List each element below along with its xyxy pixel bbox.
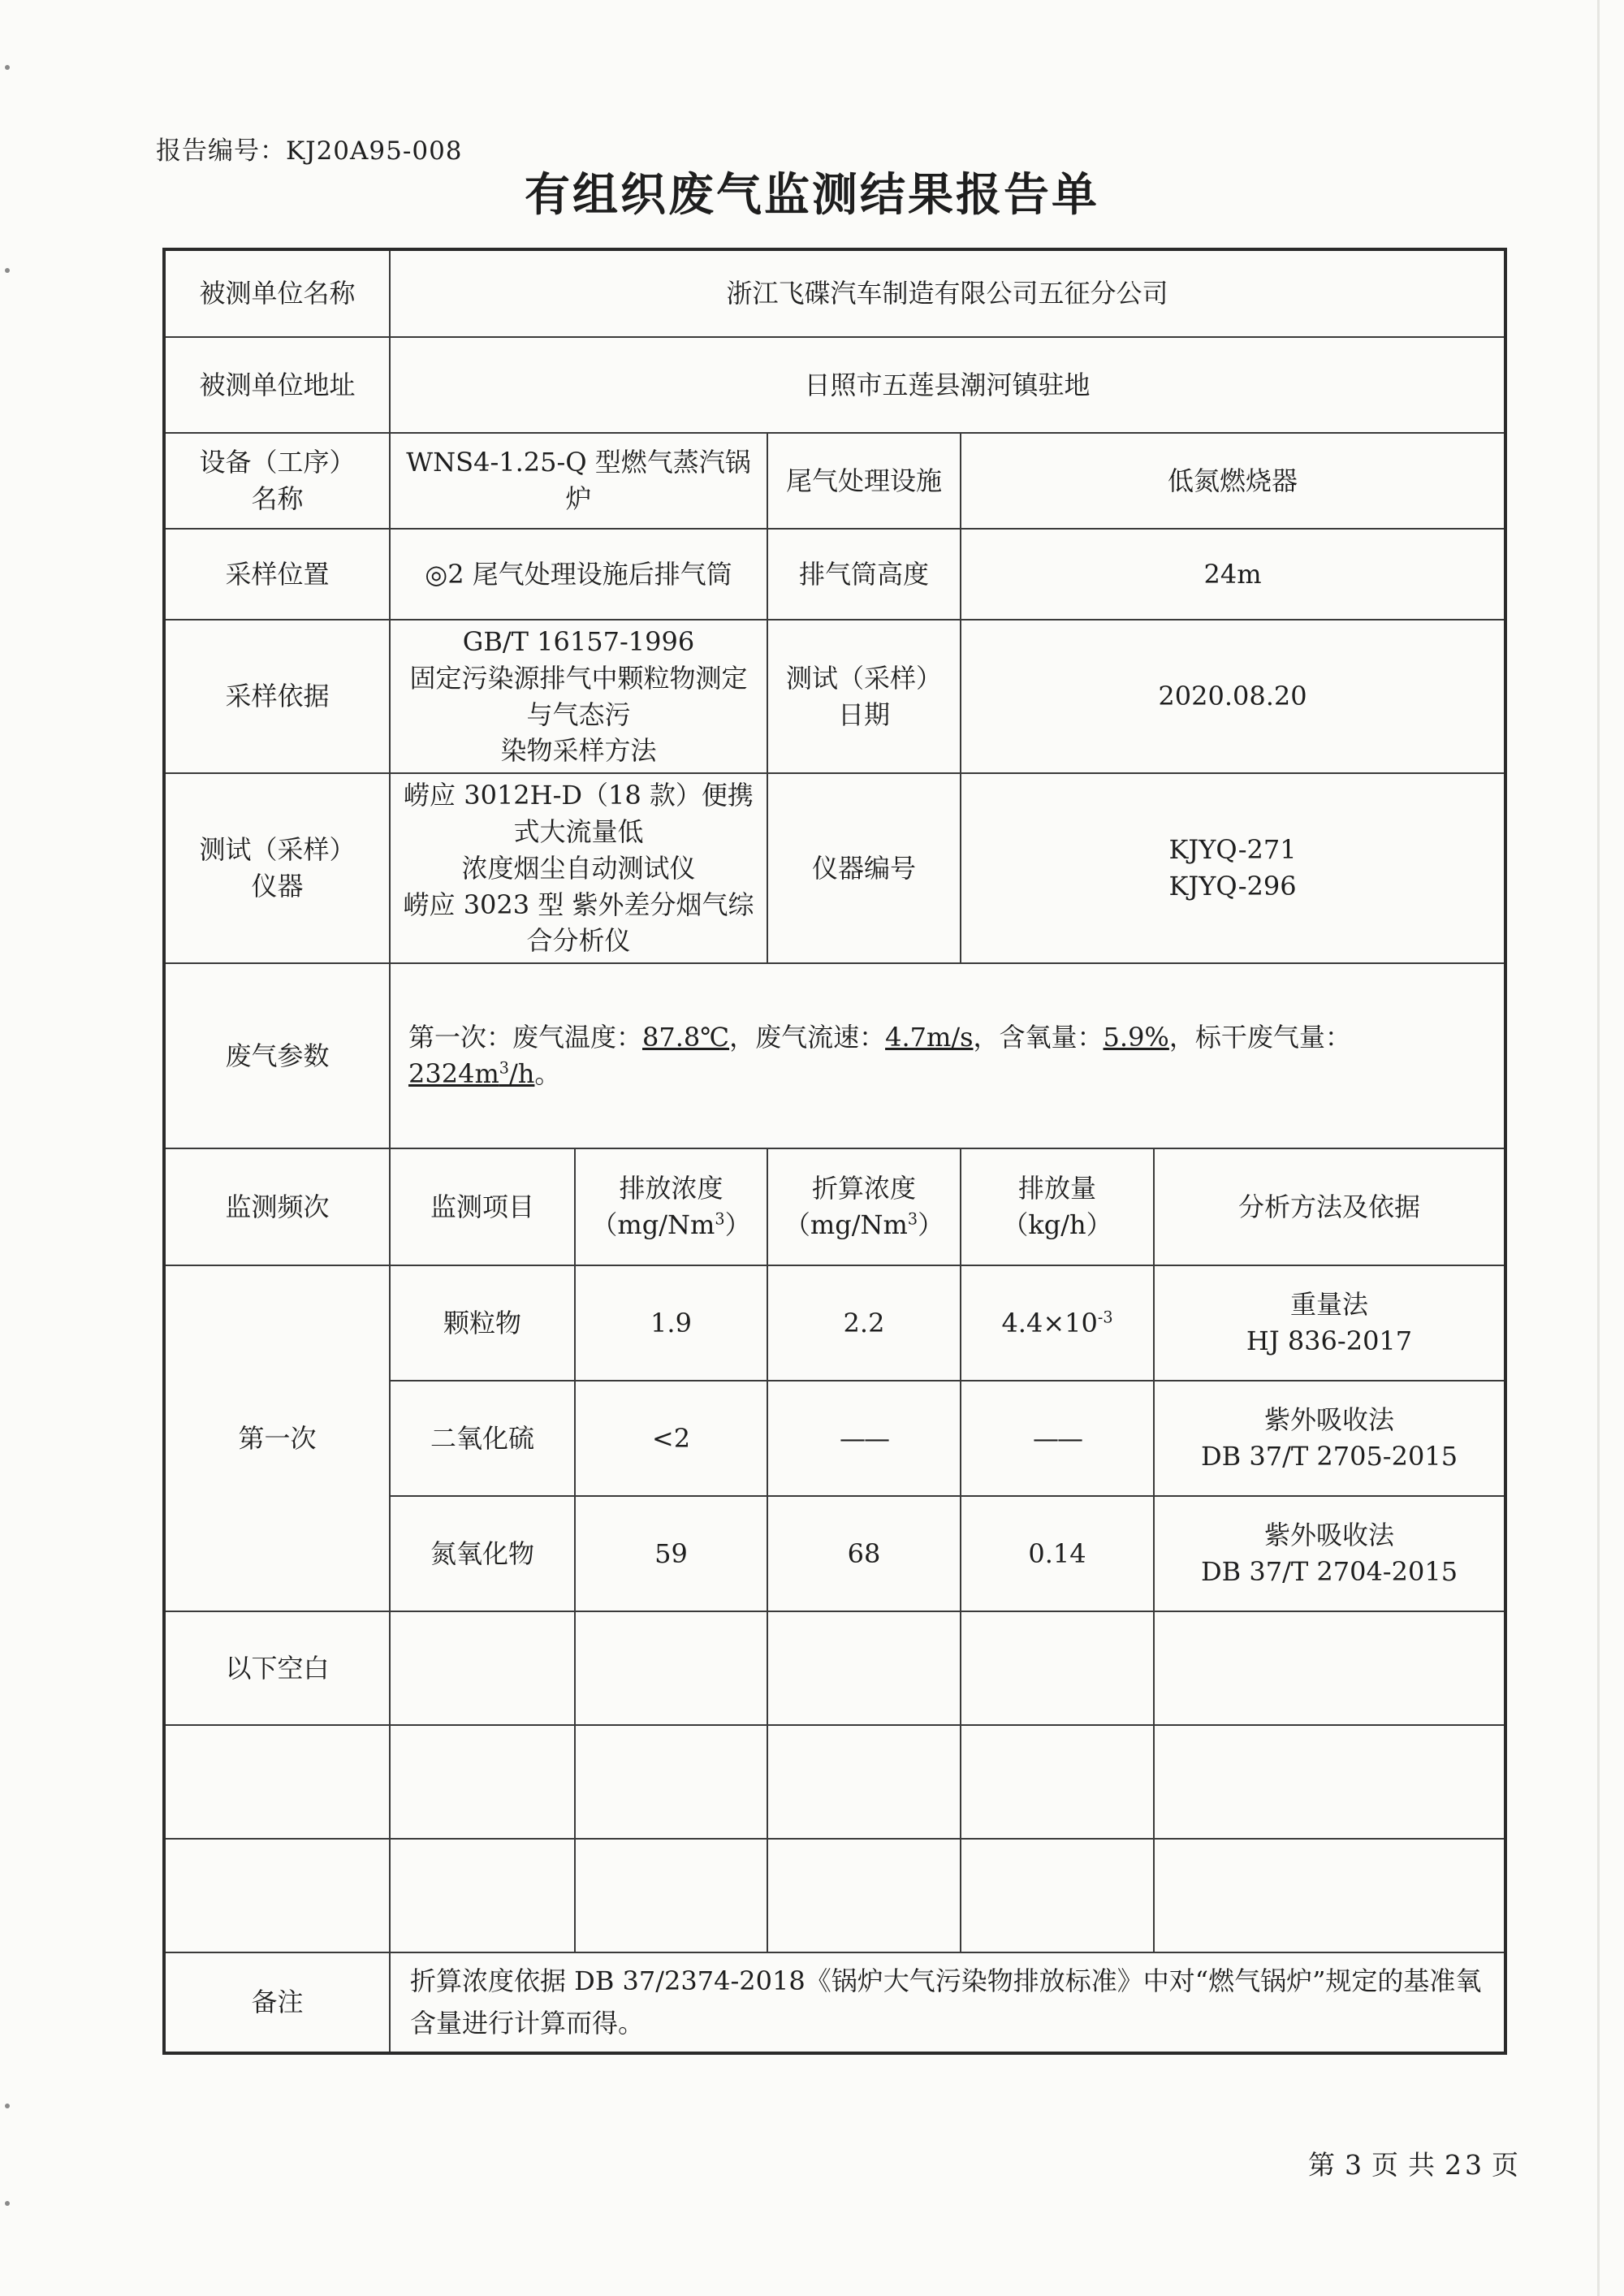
flow-value — [408, 1058, 534, 1089]
blank-label: 以下空白 — [164, 1611, 390, 1725]
col-conv-sup: 3 — [907, 1209, 918, 1229]
test-date-value: 2020.08.20 — [961, 620, 1505, 773]
instrument-number-label: 仪器编号 — [767, 773, 961, 963]
col-conv — [767, 1148, 961, 1265]
report-number-value: KJ20A95-008 — [286, 136, 463, 166]
stack-height-label: 排气筒高度 — [767, 529, 961, 620]
col-rate-unit: （kg/h） — [1002, 1209, 1112, 1241]
result-conv: 68 — [767, 1496, 961, 1611]
result-method: 重量法 HJ 836-2017 — [1154, 1265, 1505, 1381]
remarks-text: 折算浓度依据 DB 37/2374-2018《锅炉大气污染物排放标准》中对“燃气锅炉”规定的基准氧含量进行计算而得。 — [390, 1952, 1505, 2053]
scan-edge — [1597, 0, 1600, 2296]
params-sep: ，废气流速： — [729, 1022, 886, 1053]
params-row — [164, 963, 1505, 1148]
params-sep: ，标干废气量： — [1168, 1022, 1351, 1053]
blank-cell — [164, 1725, 390, 1839]
result-rate — [961, 1265, 1154, 1381]
temperature-value: 87.8℃ — [642, 1022, 730, 1053]
oxygen-value: 5.9% — [1103, 1022, 1169, 1053]
params-sep: ，含氧量： — [973, 1022, 1104, 1053]
result-rate: 0.14 — [961, 1496, 1154, 1611]
col-conc-sup: 3 — [715, 1209, 725, 1229]
scan-speck — [5, 65, 10, 70]
result-method: 紫外吸收法 DB 37/T 2704-2015 — [1154, 1496, 1505, 1611]
page-footer — [1305, 2144, 1525, 2182]
footer-prefix: 第 — [1308, 2149, 1338, 2181]
result-item: 颗粒物 — [390, 1265, 575, 1381]
result-row — [164, 1265, 1505, 1381]
report-table — [162, 248, 1507, 2055]
blank-cell — [961, 1725, 1154, 1839]
total-pages: 23 — [1445, 2149, 1485, 2181]
result-conc: <2 — [575, 1381, 767, 1496]
remarks-label: 备注 — [164, 1952, 390, 2053]
equipment-label: 设备（工序） 名称 — [164, 433, 390, 529]
result-method: 紫外吸收法 DB 37/T 2705-2015 — [1154, 1381, 1505, 1496]
result-rate-value: 4.4×10 — [1001, 1307, 1098, 1338]
unit-name-row — [164, 249, 1505, 337]
col-conc — [575, 1148, 767, 1265]
scan-speck — [5, 268, 10, 273]
result-conc: 1.9 — [575, 1265, 767, 1381]
flow-unit: /h — [509, 1058, 535, 1090]
sampling-basis-row — [164, 620, 1505, 773]
sampling-position-label: 采样位置 — [164, 529, 390, 620]
equipment-value: WNS4-1.25-Q 型燃气蒸汽锅炉 — [390, 433, 767, 529]
flow-number: 2324m — [408, 1058, 499, 1090]
footer-page-word: 页 — [1371, 2149, 1402, 2181]
blank-cell — [390, 1611, 575, 1725]
blank-cell — [575, 1725, 767, 1839]
sampling-basis-label: 采样依据 — [164, 620, 390, 773]
blank-cell — [390, 1725, 575, 1839]
col-conc-close: ） — [724, 1209, 751, 1241]
report-number-label: 报告编号： — [156, 136, 286, 166]
params-prefix: 第一次：废气温度： — [408, 1022, 643, 1053]
col-conc-unit: （mg/Nm — [591, 1209, 715, 1241]
col-conv-close: ） — [918, 1209, 944, 1241]
params-end: 。 — [534, 1058, 561, 1090]
instrument-row — [164, 773, 1505, 963]
blank-cell — [575, 1611, 767, 1725]
blank-cell — [390, 1839, 575, 1952]
round-label: 第一次 — [164, 1265, 390, 1611]
result-rate: —— — [961, 1381, 1154, 1496]
result-item: 二氧化硫 — [390, 1381, 575, 1496]
unit-name-label: 被测单位名称 — [164, 249, 390, 337]
blank-cell — [767, 1611, 961, 1725]
blank-cell — [767, 1839, 961, 1952]
result-conv: —— — [767, 1381, 961, 1496]
remarks-row — [164, 1952, 1505, 2053]
blank-cell — [1154, 1725, 1505, 1839]
blank-cell — [164, 1839, 390, 1952]
blank-row — [164, 1725, 1505, 1839]
col-conv-unit: （mg/Nm — [784, 1209, 908, 1241]
params-value — [390, 963, 1505, 1148]
stack-height-value: 24m — [961, 529, 1505, 620]
current-page: 3 — [1345, 2149, 1365, 2181]
blank-cell — [1154, 1611, 1505, 1725]
result-rate-sup: -3 — [1097, 1308, 1113, 1327]
test-date-label: 测试（采样） 日期 — [767, 620, 961, 773]
flow-sup: 3 — [499, 1058, 509, 1078]
equipment-row — [164, 433, 1505, 529]
scan-speck — [5, 2104, 10, 2108]
footer-suffix: 页 — [1492, 2149, 1522, 2181]
col-conc-label: 排放浓度 — [619, 1173, 723, 1204]
col-method: 分析方法及依据 — [1154, 1148, 1505, 1265]
unit-address-value: 日照市五莲县潮河镇驻地 — [390, 337, 1505, 433]
unit-address-label: 被测单位地址 — [164, 337, 390, 433]
params-label: 废气参数 — [164, 963, 390, 1148]
velocity-value: 4.7m/s — [885, 1022, 974, 1053]
blank-row — [164, 1611, 1505, 1725]
col-rate — [961, 1148, 1154, 1265]
col-conv-label: 折算浓度 — [811, 1173, 916, 1204]
blank-row — [164, 1839, 1505, 1952]
blank-cell — [767, 1725, 961, 1839]
unit-name-value: 浙江飞碟汽车制造有限公司五征分公司 — [390, 249, 1505, 337]
blank-cell — [575, 1839, 767, 1952]
treatment-label: 尾气处理设施 — [767, 433, 961, 529]
sampling-position-value: ◎2 尾气处理设施后排气筒 — [390, 529, 767, 620]
instrument-label: 测试（采样） 仪器 — [164, 773, 390, 963]
instrument-number-value: KJYQ-271 KJYQ-296 — [961, 773, 1505, 963]
result-item: 氮氧化物 — [390, 1496, 575, 1611]
treatment-value: 低氮燃烧器 — [961, 433, 1505, 529]
result-conv: 2.2 — [767, 1265, 961, 1381]
sampling-basis-value: GB/T 16157-1996 固定污染源排气中颗粒物测定与气态污 染物采样方法 — [390, 620, 767, 773]
scan-speck — [5, 2201, 10, 2206]
col-frequency: 监测频次 — [164, 1148, 390, 1265]
blank-cell — [961, 1839, 1154, 1952]
blank-cell — [961, 1611, 1154, 1725]
instrument-value: 崂应 3012H-D（18 款）便携式大流量低 浓度烟尘自动测试仪 崂应 3023 型 紫外差分烟气综合分析仪 — [390, 773, 767, 963]
columns-header-row — [164, 1148, 1505, 1265]
col-item: 监测项目 — [390, 1148, 575, 1265]
sampling-position-row — [164, 529, 1505, 620]
result-conc: 59 — [575, 1496, 767, 1611]
blank-cell — [1154, 1839, 1505, 1952]
unit-address-row — [164, 337, 1505, 433]
page-title: 有组织废气监测结果报告单 — [525, 169, 1099, 222]
footer-total-word: 共 — [1408, 2149, 1438, 2181]
col-rate-label: 排放量 — [1017, 1173, 1096, 1204]
